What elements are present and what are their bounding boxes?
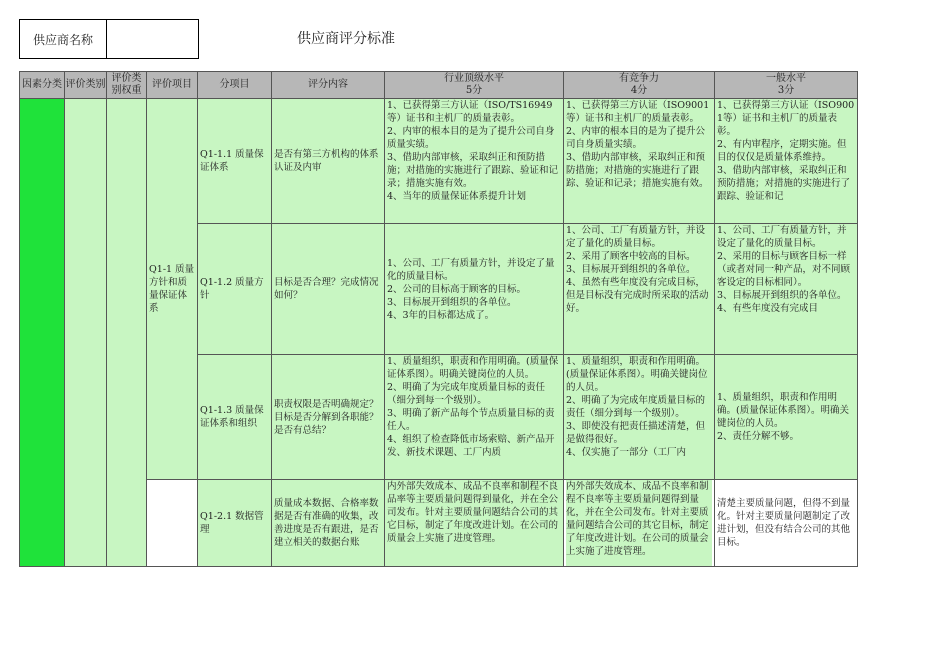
general-cell: 1、质量组织，职责和作用明确。(质量保证体系图）。明确关键岗位的人员。 2、责任分解不够。 [715,355,858,480]
header-row [20,72,858,99]
industry-top-cell: 内外部失效成本、成品不良率和制程不良品率等主要质量问题得到量化，并在全公司发布。针对主要质量问题结合公司的其它目标，制定了年度改进计划。在公司的质量会上实施了进度管理。 [385,480,564,567]
general-cell: 1、公司、工厂有质量方针，并设定了量化的质量目标。 2、采用的目标与顾客目标一样（或者对同一种产品，对不同顾客设定的目标相同）。 3、目标展开到组织的各单位。 4、有些年度没有完成目 [715,224,858,355]
col-content: 评分内容 [272,72,385,99]
sub-item-cell: Q1-1.3 质量保证体系和组织 [198,355,272,480]
general-label: 一般水平 [766,73,806,84]
supplier-name-box [19,19,199,59]
sub-item-cell: Q1-1.1 质量保证体系 [198,99,272,224]
col-eval-category: 评价类别 [65,72,107,99]
col-general [715,72,858,99]
col-sub-item: 分项目 [198,72,272,99]
general-score: 3分 [777,85,795,96]
col-industry-top [385,72,564,99]
industry-top-cell: 1、已获得第三方认证（ISO/TS16949等）证书和主机厂的质量表彰。 2、内审的根本目的是为了提升公司自身质量实绩。 3、借助内部审核，采取纠正和预防措施；对措施的实施进行了跟踪、验证和记录；措施实施有效。 4、当年的质量保证体系提升计划 [385,99,564,224]
competitive-cell: 1、已获得第三方认证（ISO9001等）证书和主机厂的质量表彰。 2、内审的根本目的是为了提升公司自身质量实绩。 3、借助内部审核，采取纠正和预防措施；对措施的实施进行了跟踪、验证和记录；措施实施有效。 [564,99,715,224]
competitive-cell: 1、公司、工厂有质量方针，并设定了量化的质量目标。 2、采用了顾客中较高的目标。 3、目标展开到组织的各单位。 4、虽然有些年度没有完成目标，但是目标没有完成时所采取的活动好。 [564,224,715,355]
industry-top-cell: 1、质量组织，职责和作用明确。(质量保证体系图）。明确关键岗位的人员。 2、明确了为完成年度质量目标的责任（细分到每一个级别）。 3、明确了新产品每个节点质量目标的责任人。 4、组织了检查降低市场索赔、新产品开发、新技术课题、工厂内质 [385,355,564,480]
supplier-name-value[interactable] [107,20,198,58]
eval-weight-cell [107,99,147,567]
col-eval-weight: 评价类别权重 [107,72,147,99]
competitive-score: 4分 [630,85,648,96]
eval-category-cell [65,99,107,567]
competitive-label: 有竞争力 [619,73,659,84]
eval-item-cell-empty [147,480,198,567]
col-factor: 因素分类 [20,72,65,99]
general-cell: 1、已获得第三方认证（ISO9001等）证书和主机厂的质量表彰。 2、有内审程序，定期实施。但目的仅仅是质量体系维持。 3、借助内部审核，采取纠正和预防措施；对措施的实施进行了跟踪、验证和记 [715,99,858,224]
sub-item-cell: Q1-2.1 数据管理 [198,480,272,567]
general-cell: 清楚主要质量问题，但得不到量化。针对主要质量问题制定了改进计划，但没有结合公司的其他目标。 [715,480,858,567]
factor-cell [20,99,65,567]
content-cell: 职责权限是否明确规定？目标是否分解到各职能？是否有总结？ [272,355,385,480]
supplier-name-label: 供应商名称 [20,20,107,58]
industry-top-score: 5分 [465,85,483,96]
content-cell: 质量成本数据、合格率数据是否有准确的收集，改善进度是否有跟进，是否建立相关的数据台账 [272,480,385,567]
col-eval-item: 评价项目 [147,72,198,99]
industry-top-cell: 1、公司、工厂有质量方针，并设定了量化的质量目标。 2、公司的目标高于顾客的目标。 3、目标展开到组织的各单位。 4、3年的目标都达成了。 [385,224,564,355]
industry-top-label: 行业顶级水平 [444,73,504,84]
table-row [20,99,858,224]
col-competitive [564,72,715,99]
scoring-table [19,71,858,567]
competitive-cell: 内外部失效成本、成品不良率和制程不良率等主要质量问题得到量化，并在全公司发布。针对主要质量问题结合公司的其它目标，制定了年度改进计划。在公司的质量会上实施了进度管理。 [564,480,715,567]
content-cell: 是否有第三方机构的体系认证及内审 [272,99,385,224]
sub-item-cell: Q1-1.2 质量方针 [198,224,272,355]
competitive-cell: 1、质量组织，职责和作用明确。(质量保证体系图）。明确关键岗位的人员。 2、明确了为完成年度质量目标的责任（细分到每一个级别）。 3、即使没有把责任描述清楚，但是做得很好。 4、仅实施了一部分（工厂内 [564,355,715,480]
content-cell: 目标是否合理？完成情况如何？ [272,224,385,355]
eval-item-cell: Q1-1 质量方针和质量保证体系 [147,99,198,480]
page-title: 供应商评分标准 [297,31,395,47]
